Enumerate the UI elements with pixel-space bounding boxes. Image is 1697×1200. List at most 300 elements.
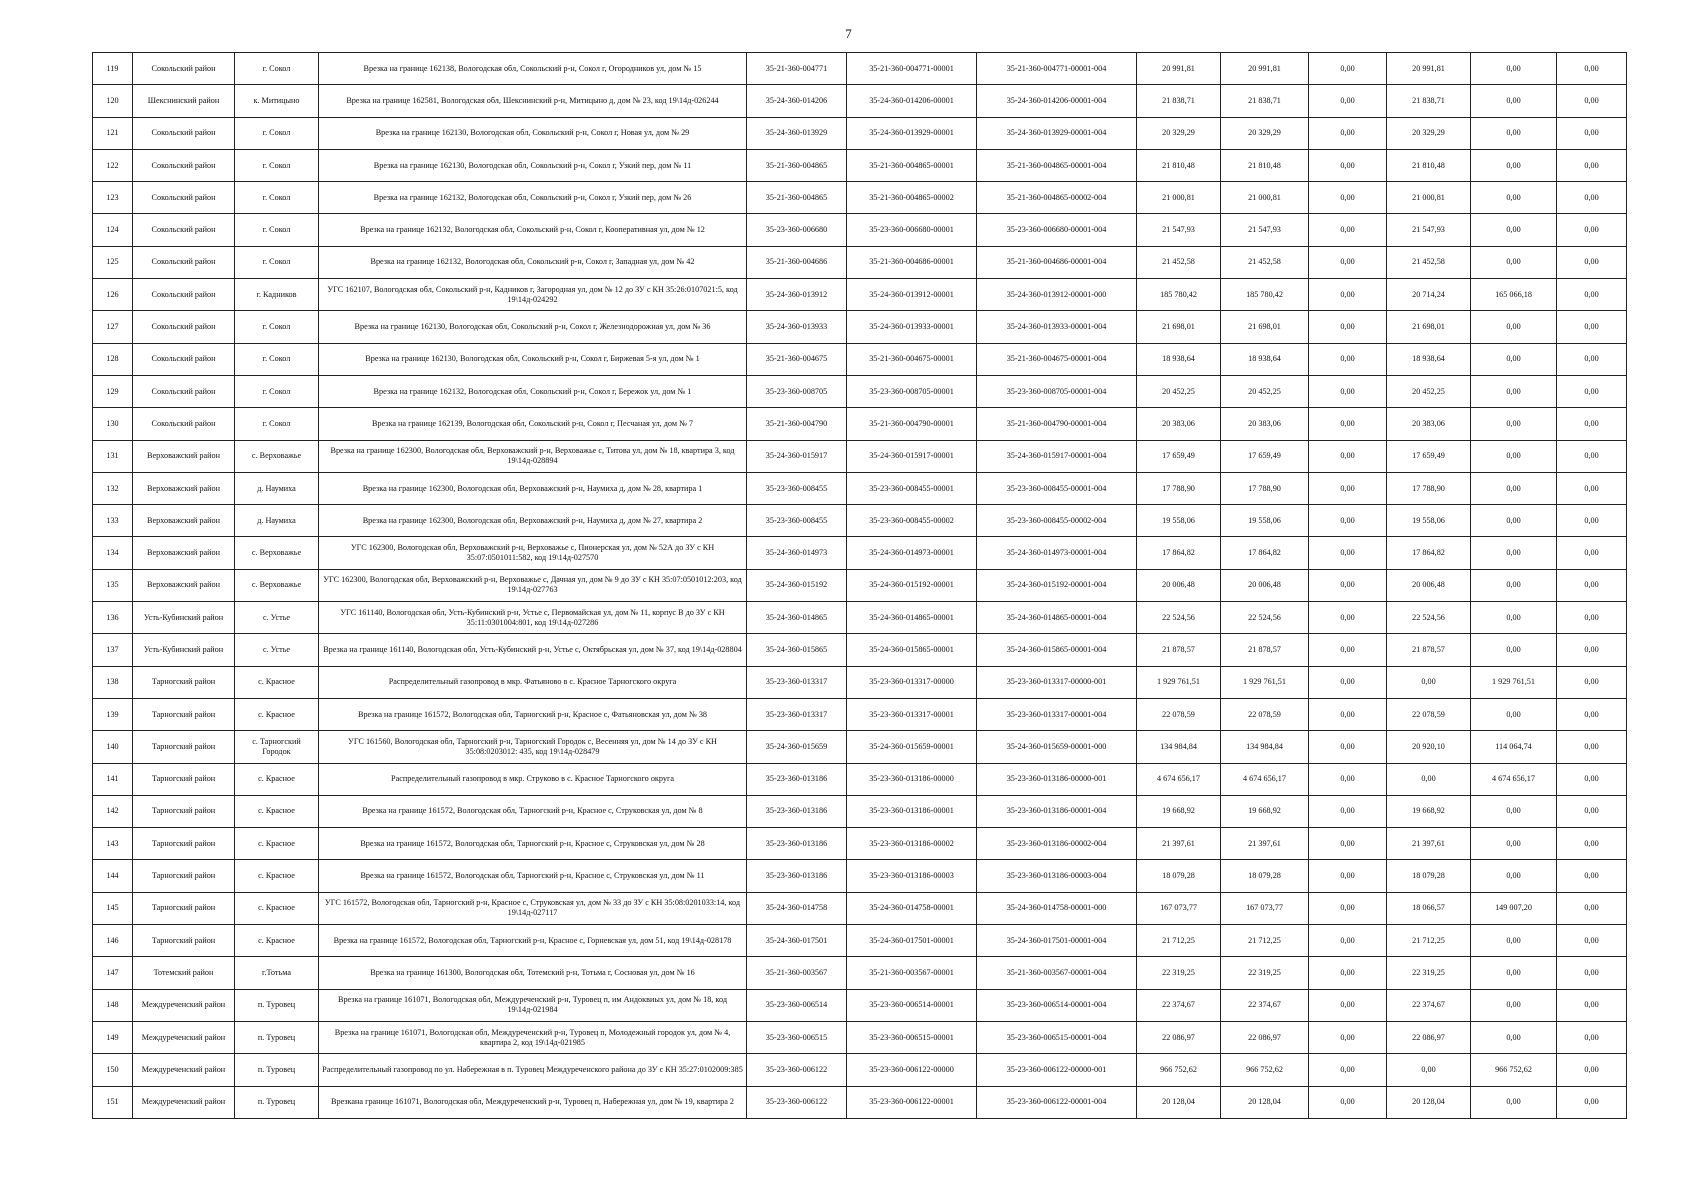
table-row xyxy=(93,182,1627,214)
sub-object-code-cell: 35-21-360-004790-00001 xyxy=(847,408,977,440)
total-cost-cell: 966 752,62 xyxy=(1137,1054,1221,1086)
other-cost-cell: 0,00 xyxy=(1557,182,1627,214)
cost-cell: 20 329,29 xyxy=(1221,117,1309,149)
connection-cost-cell: 20 329,29 xyxy=(1387,117,1471,149)
settlement-cell: п. Туровец xyxy=(235,1086,319,1118)
cost-cell: 18 938,64 xyxy=(1221,343,1309,375)
object-code-cell: 35-24-360-014206 xyxy=(747,85,847,117)
object-code-cell: 35-23-360-013186 xyxy=(747,795,847,827)
zero-cost-cell: 0,00 xyxy=(1309,375,1387,407)
table-row xyxy=(93,989,1627,1021)
network-cost-cell: 0,00 xyxy=(1471,149,1557,181)
row-number: 130 xyxy=(93,408,133,440)
object-code-cell: 35-24-360-013933 xyxy=(747,311,847,343)
table-row xyxy=(93,85,1627,117)
connection-cost-cell: 18 938,64 xyxy=(1387,343,1471,375)
other-cost-cell: 0,00 xyxy=(1557,472,1627,504)
sub-object-code-cell: 35-24-360-015192-00001 xyxy=(847,569,977,601)
table-row xyxy=(93,537,1627,569)
total-cost-cell: 19 558,06 xyxy=(1137,505,1221,537)
element-code-cell: 35-23-360-006515-00001-004 xyxy=(977,1021,1137,1053)
object-description-cell: Врезка на границе 161071, Вологодская обл, Междуреченский р-н, Туровец п, им Андоквиых ул, дом № 18, код 19\14д-021984 xyxy=(319,989,747,1021)
connection-cost-cell: 21 698,01 xyxy=(1387,311,1471,343)
zero-cost-cell: 0,00 xyxy=(1309,85,1387,117)
network-cost-cell: 0,00 xyxy=(1471,828,1557,860)
cost-cell: 22 374,67 xyxy=(1221,989,1309,1021)
cost-cell: 1 929 761,51 xyxy=(1221,666,1309,698)
object-description-cell: Распределительный газопровод по ул. Набережная в п. Туровец Междуреченского района до ЗУ с КН 35:27:0102009:385 xyxy=(319,1054,747,1086)
object-description-cell: Врезка на границе 162139, Вологодская обл, Сокольский р-н, Сокол г, Песчаная ул, дом № 7 xyxy=(319,408,747,440)
settlement-cell: с. Красное xyxy=(235,860,319,892)
district-cell: Сокольский район xyxy=(133,117,235,149)
table-row xyxy=(93,763,1627,795)
element-code-cell: 35-21-360-003567-00001-004 xyxy=(977,957,1137,989)
total-cost-cell: 167 073,77 xyxy=(1137,892,1221,924)
table-row xyxy=(93,892,1627,924)
zero-cost-cell: 0,00 xyxy=(1309,279,1387,311)
object-code-cell: 35-24-360-014758 xyxy=(747,892,847,924)
settlement-cell: д. Наумиха xyxy=(235,505,319,537)
connection-cost-cell: 22 078,59 xyxy=(1387,698,1471,730)
settlement-cell: с. Устье xyxy=(235,602,319,634)
other-cost-cell: 0,00 xyxy=(1557,408,1627,440)
district-cell: Междуреченский район xyxy=(133,1054,235,1086)
row-number: 129 xyxy=(93,375,133,407)
district-cell: Тарногский район xyxy=(133,892,235,924)
network-cost-cell: 966 752,62 xyxy=(1471,1054,1557,1086)
object-code-cell: 35-24-360-014865 xyxy=(747,602,847,634)
zero-cost-cell: 0,00 xyxy=(1309,602,1387,634)
table-row xyxy=(93,569,1627,601)
element-code-cell: 35-23-360-013186-00002-004 xyxy=(977,828,1137,860)
zero-cost-cell: 0,00 xyxy=(1309,214,1387,246)
connection-cost-cell: 21 712,25 xyxy=(1387,925,1471,957)
sub-object-code-cell: 35-23-360-006514-00001 xyxy=(847,989,977,1021)
row-number: 151 xyxy=(93,1086,133,1118)
district-cell: Тарногский район xyxy=(133,698,235,730)
table-row xyxy=(93,1086,1627,1118)
settlement-cell: г. Сокол xyxy=(235,53,319,85)
element-code-cell: 35-24-360-014865-00001-004 xyxy=(977,602,1137,634)
other-cost-cell: 0,00 xyxy=(1557,569,1627,601)
total-cost-cell: 4 674 656,17 xyxy=(1137,763,1221,795)
cost-cell: 21 712,25 xyxy=(1221,925,1309,957)
object-description-cell: УГС 161140, Вологодская обл, Усть-Кубинский р-н, Устье с, Первомайская ул, дом № 11, корпус В до ЗУ с КН 35:11:0301004:801, код 19\14д-027286 xyxy=(319,602,747,634)
row-number: 145 xyxy=(93,892,133,924)
element-code-cell: 35-23-360-013317-00001-004 xyxy=(977,698,1137,730)
network-cost-cell: 4 674 656,17 xyxy=(1471,763,1557,795)
settlement-cell: г. Сокол xyxy=(235,311,319,343)
row-number: 121 xyxy=(93,117,133,149)
zero-cost-cell: 0,00 xyxy=(1309,795,1387,827)
settlement-cell: с. Устье xyxy=(235,634,319,666)
object-description-cell: Врезка на границе 161140, Вологодская обл, Усть-Кубинский р-н, Устье с, Октябрьская ул, дом № 37, код 19\14д-028804 xyxy=(319,634,747,666)
zero-cost-cell: 0,00 xyxy=(1309,117,1387,149)
settlement-cell: с. Верховажье xyxy=(235,569,319,601)
settlement-cell: с. Красное xyxy=(235,925,319,957)
network-cost-cell: 0,00 xyxy=(1471,85,1557,117)
cost-cell: 167 073,77 xyxy=(1221,892,1309,924)
object-description-cell: Врезка на границе 161071, Вологодская обл, Междуреченский р-н, Туровец п, Молодежный городок ул, дом № 4, квартира 2, код 19\14д-021985 xyxy=(319,1021,747,1053)
connection-cost-cell: 19 558,06 xyxy=(1387,505,1471,537)
total-cost-cell: 21 810,48 xyxy=(1137,149,1221,181)
settlement-cell: п. Туровец xyxy=(235,1054,319,1086)
object-code-cell: 35-24-360-015917 xyxy=(747,440,847,472)
network-cost-cell: 0,00 xyxy=(1471,214,1557,246)
object-description-cell: Врезка на границе 162132, Вологодская обл, Сокольский р-н, Сокол г, Кооперативная ул, дом № 12 xyxy=(319,214,747,246)
zero-cost-cell: 0,00 xyxy=(1309,860,1387,892)
network-cost-cell: 1 929 761,51 xyxy=(1471,666,1557,698)
table-row xyxy=(93,149,1627,181)
element-code-cell: 35-24-360-015659-00001-000 xyxy=(977,731,1137,763)
element-code-cell: 35-23-360-013317-00000-001 xyxy=(977,666,1137,698)
network-cost-cell: 0,00 xyxy=(1471,925,1557,957)
row-number: 124 xyxy=(93,214,133,246)
district-cell: Верховажский район xyxy=(133,505,235,537)
element-code-cell: 35-24-360-014973-00001-004 xyxy=(977,537,1137,569)
cost-cell: 21 452,58 xyxy=(1221,246,1309,278)
network-cost-cell: 0,00 xyxy=(1471,698,1557,730)
other-cost-cell: 0,00 xyxy=(1557,731,1627,763)
row-number: 125 xyxy=(93,246,133,278)
network-cost-cell: 0,00 xyxy=(1471,957,1557,989)
object-description-cell: Врезка на границе 161572, Вологодская обл, Тарногский р-н, Красное с, Струковская ул, дом № 8 xyxy=(319,795,747,827)
element-code-cell: 35-24-360-015192-00001-004 xyxy=(977,569,1137,601)
settlement-cell: с. Тарногский Городок xyxy=(235,731,319,763)
other-cost-cell: 0,00 xyxy=(1557,634,1627,666)
object-description-cell: УГС 162300, Вологодская обл, Верховажский р-н, Верховажье с, Дачная ул, дом № 9 до ЗУ с КН 35:07:0501012:203, код 19\14д-027763 xyxy=(319,569,747,601)
cost-cell: 18 079,28 xyxy=(1221,860,1309,892)
zero-cost-cell: 0,00 xyxy=(1309,1054,1387,1086)
zero-cost-cell: 0,00 xyxy=(1309,1021,1387,1053)
total-cost-cell: 21 838,71 xyxy=(1137,85,1221,117)
sub-object-code-cell: 35-23-360-013317-00001 xyxy=(847,698,977,730)
network-cost-cell: 0,00 xyxy=(1471,343,1557,375)
total-cost-cell: 20 452,25 xyxy=(1137,375,1221,407)
connection-cost-cell: 20 991,81 xyxy=(1387,53,1471,85)
total-cost-cell: 18 079,28 xyxy=(1137,860,1221,892)
settlement-cell: с. Красное xyxy=(235,666,319,698)
row-number: 136 xyxy=(93,602,133,634)
table-row xyxy=(93,795,1627,827)
object-code-cell: 35-23-360-013186 xyxy=(747,828,847,860)
element-code-cell: 35-23-360-006514-00001-004 xyxy=(977,989,1137,1021)
cost-cell: 22 319,25 xyxy=(1221,957,1309,989)
total-cost-cell: 22 524,56 xyxy=(1137,602,1221,634)
district-cell: Сокольский район xyxy=(133,246,235,278)
element-code-cell: 35-21-360-004686-00001-004 xyxy=(977,246,1137,278)
network-cost-cell: 0,00 xyxy=(1471,634,1557,666)
connection-cost-cell: 17 864,82 xyxy=(1387,537,1471,569)
cost-cell: 21 000,81 xyxy=(1221,182,1309,214)
connection-cost-cell: 0,00 xyxy=(1387,1054,1471,1086)
district-cell: Тотемский район xyxy=(133,957,235,989)
table-row xyxy=(93,666,1627,698)
district-cell: Сокольский район xyxy=(133,311,235,343)
network-cost-cell: 165 066,18 xyxy=(1471,279,1557,311)
zero-cost-cell: 0,00 xyxy=(1309,246,1387,278)
object-code-cell: 35-23-360-008455 xyxy=(747,505,847,537)
element-code-cell: 35-24-360-014206-00001-004 xyxy=(977,85,1137,117)
row-number: 150 xyxy=(93,1054,133,1086)
cost-cell: 185 780,42 xyxy=(1221,279,1309,311)
other-cost-cell: 0,00 xyxy=(1557,117,1627,149)
element-code-cell: 35-23-360-006122-00000-001 xyxy=(977,1054,1137,1086)
connection-cost-cell: 20 920,10 xyxy=(1387,731,1471,763)
object-description-cell: Врезка на границе 162581, Вологодская обл, Шекснинский р-н, Митицыно д, дом № 23, код 19\14д-026244 xyxy=(319,85,747,117)
network-cost-cell: 0,00 xyxy=(1471,1086,1557,1118)
object-code-cell: 35-23-360-013186 xyxy=(747,763,847,795)
total-cost-cell: 21 712,25 xyxy=(1137,925,1221,957)
zero-cost-cell: 0,00 xyxy=(1309,53,1387,85)
table-row xyxy=(93,440,1627,472)
other-cost-cell: 0,00 xyxy=(1557,925,1627,957)
other-cost-cell: 0,00 xyxy=(1557,957,1627,989)
network-cost-cell: 0,00 xyxy=(1471,53,1557,85)
row-number: 134 xyxy=(93,537,133,569)
network-cost-cell: 0,00 xyxy=(1471,472,1557,504)
settlement-cell: д. Наумиха xyxy=(235,472,319,504)
object-code-cell: 35-23-360-013317 xyxy=(747,698,847,730)
object-register-table xyxy=(92,52,1627,1119)
other-cost-cell: 0,00 xyxy=(1557,860,1627,892)
table-row xyxy=(93,214,1627,246)
element-code-cell: 35-21-360-004675-00001-004 xyxy=(977,343,1137,375)
sub-object-code-cell: 35-23-360-008455-00002 xyxy=(847,505,977,537)
sub-object-code-cell: 35-24-360-014865-00001 xyxy=(847,602,977,634)
network-cost-cell: 0,00 xyxy=(1471,117,1557,149)
network-cost-cell: 0,00 xyxy=(1471,860,1557,892)
other-cost-cell: 0,00 xyxy=(1557,505,1627,537)
object-description-cell: Врезка на границе 161572, Вологодская обл, Тарногский р-н, Красное с, Струковская ул, дом № 28 xyxy=(319,828,747,860)
other-cost-cell: 0,00 xyxy=(1557,343,1627,375)
row-number: 143 xyxy=(93,828,133,860)
district-cell: Шекснинский район xyxy=(133,85,235,117)
object-code-cell: 35-24-360-017501 xyxy=(747,925,847,957)
zero-cost-cell: 0,00 xyxy=(1309,989,1387,1021)
zero-cost-cell: 0,00 xyxy=(1309,957,1387,989)
row-number: 131 xyxy=(93,440,133,472)
table-row xyxy=(93,860,1627,892)
row-number: 140 xyxy=(93,731,133,763)
other-cost-cell: 0,00 xyxy=(1557,85,1627,117)
table-row xyxy=(93,375,1627,407)
element-code-cell: 35-23-360-008455-00001-004 xyxy=(977,472,1137,504)
zero-cost-cell: 0,00 xyxy=(1309,537,1387,569)
object-code-cell: 35-23-360-008455 xyxy=(747,472,847,504)
total-cost-cell: 22 086,97 xyxy=(1137,1021,1221,1053)
network-cost-cell: 0,00 xyxy=(1471,375,1557,407)
table-row xyxy=(93,828,1627,860)
sub-object-code-cell: 35-23-360-013186-00000 xyxy=(847,763,977,795)
object-description-cell: Врезка на границе 162132, Вологодская обл, Сокольский р-н, Сокол г, Западная ул, дом № 42 xyxy=(319,246,747,278)
district-cell: Сокольский район xyxy=(133,408,235,440)
table-row xyxy=(93,117,1627,149)
settlement-cell: к. Митицыно xyxy=(235,85,319,117)
district-cell: Верховажский район xyxy=(133,537,235,569)
element-code-cell: 35-24-360-013912-00001-000 xyxy=(977,279,1137,311)
other-cost-cell: 0,00 xyxy=(1557,279,1627,311)
object-code-cell: 35-21-360-004865 xyxy=(747,149,847,181)
row-number: 144 xyxy=(93,860,133,892)
cost-cell: 4 674 656,17 xyxy=(1221,763,1309,795)
settlement-cell: с. Верховажье xyxy=(235,440,319,472)
row-number: 132 xyxy=(93,472,133,504)
object-description-cell: Врезка на границе 162130, Вологодская обл, Сокольский р-н, Сокол г, Узкий пер, дом № 11 xyxy=(319,149,747,181)
cost-cell: 21 698,01 xyxy=(1221,311,1309,343)
row-number: 122 xyxy=(93,149,133,181)
other-cost-cell: 0,00 xyxy=(1557,1021,1627,1053)
district-cell: Сокольский район xyxy=(133,53,235,85)
sub-object-code-cell: 35-21-360-004686-00001 xyxy=(847,246,977,278)
object-code-cell: 35-23-360-013186 xyxy=(747,860,847,892)
network-cost-cell: 0,00 xyxy=(1471,505,1557,537)
district-cell: Усть-Кубинский район xyxy=(133,602,235,634)
cost-cell: 22 524,56 xyxy=(1221,602,1309,634)
table-row xyxy=(93,698,1627,730)
object-description-cell: Врезка на границе 161572, Вологодская обл, Тарногский р-н, Красное с, Струковская ул, дом № 11 xyxy=(319,860,747,892)
zero-cost-cell: 0,00 xyxy=(1309,925,1387,957)
settlement-cell: г. Сокол xyxy=(235,343,319,375)
connection-cost-cell: 20 452,25 xyxy=(1387,375,1471,407)
district-cell: Сокольский район xyxy=(133,182,235,214)
zero-cost-cell: 0,00 xyxy=(1309,731,1387,763)
table-body xyxy=(93,53,1627,1119)
district-cell: Междуреченский район xyxy=(133,1086,235,1118)
connection-cost-cell: 21 000,81 xyxy=(1387,182,1471,214)
sub-object-code-cell: 35-23-360-013186-00002 xyxy=(847,828,977,860)
total-cost-cell: 21 698,01 xyxy=(1137,311,1221,343)
network-cost-cell: 0,00 xyxy=(1471,989,1557,1021)
zero-cost-cell: 0,00 xyxy=(1309,634,1387,666)
cost-cell: 22 078,59 xyxy=(1221,698,1309,730)
row-number: 149 xyxy=(93,1021,133,1053)
row-number: 119 xyxy=(93,53,133,85)
object-description-cell: Распределительный газопровод в мкр. Струково в с. Красное Тарногского округа xyxy=(319,763,747,795)
network-cost-cell: 0,00 xyxy=(1471,246,1557,278)
other-cost-cell: 0,00 xyxy=(1557,1086,1627,1118)
total-cost-cell: 21 547,93 xyxy=(1137,214,1221,246)
sub-object-code-cell: 35-21-360-004771-00001 xyxy=(847,53,977,85)
object-code-cell: 35-24-360-014973 xyxy=(747,537,847,569)
object-code-cell: 35-21-360-004790 xyxy=(747,408,847,440)
object-description-cell: Врезка на границе 162132, Вологодская обл, Сокольский р-н, Сокол г, Узкий пер, дом № 26 xyxy=(319,182,747,214)
district-cell: Тарногский район xyxy=(133,828,235,860)
other-cost-cell: 0,00 xyxy=(1557,666,1627,698)
other-cost-cell: 0,00 xyxy=(1557,440,1627,472)
sub-object-code-cell: 35-23-360-006680-00001 xyxy=(847,214,977,246)
element-code-cell: 35-23-360-008455-00002-004 xyxy=(977,505,1137,537)
district-cell: Тарногский район xyxy=(133,763,235,795)
connection-cost-cell: 21 810,48 xyxy=(1387,149,1471,181)
element-code-cell: 35-24-360-013933-00001-004 xyxy=(977,311,1137,343)
connection-cost-cell: 18 066,57 xyxy=(1387,892,1471,924)
network-cost-cell: 0,00 xyxy=(1471,1021,1557,1053)
total-cost-cell: 21 397,61 xyxy=(1137,828,1221,860)
other-cost-cell: 0,00 xyxy=(1557,698,1627,730)
object-description-cell: Врезка на границе 162300, Вологодская обл, Верховажский р-н, Верховажье с, Титова ул, дом № 18, квартира 3, код 19\14д-028894 xyxy=(319,440,747,472)
sub-object-code-cell: 35-24-360-014973-00001 xyxy=(847,537,977,569)
district-cell: Сокольский район xyxy=(133,343,235,375)
table-row xyxy=(93,957,1627,989)
total-cost-cell: 22 374,67 xyxy=(1137,989,1221,1021)
settlement-cell: г. Сокол xyxy=(235,214,319,246)
network-cost-cell: 0,00 xyxy=(1471,311,1557,343)
zero-cost-cell: 0,00 xyxy=(1309,698,1387,730)
district-cell: Сокольский район xyxy=(133,279,235,311)
cost-cell: 21 547,93 xyxy=(1221,214,1309,246)
object-code-cell: 35-21-360-004675 xyxy=(747,343,847,375)
table-row xyxy=(93,602,1627,634)
connection-cost-cell: 22 319,25 xyxy=(1387,957,1471,989)
settlement-cell: г. Сокол xyxy=(235,408,319,440)
settlement-cell: с. Красное xyxy=(235,828,319,860)
sub-object-code-cell: 35-24-360-015917-00001 xyxy=(847,440,977,472)
row-number: 141 xyxy=(93,763,133,795)
row-number: 127 xyxy=(93,311,133,343)
cost-cell: 20 991,81 xyxy=(1221,53,1309,85)
total-cost-cell: 20 128,04 xyxy=(1137,1086,1221,1118)
district-cell: Тарногский район xyxy=(133,860,235,892)
sub-object-code-cell: 35-23-360-013317-00000 xyxy=(847,666,977,698)
sub-object-code-cell: 35-24-360-013933-00001 xyxy=(847,311,977,343)
connection-cost-cell: 22 374,67 xyxy=(1387,989,1471,1021)
element-code-cell: 35-23-360-006680-00001-004 xyxy=(977,214,1137,246)
other-cost-cell: 0,00 xyxy=(1557,795,1627,827)
settlement-cell: г. Сокол xyxy=(235,375,319,407)
zero-cost-cell: 0,00 xyxy=(1309,828,1387,860)
zero-cost-cell: 0,00 xyxy=(1309,472,1387,504)
other-cost-cell: 0,00 xyxy=(1557,763,1627,795)
sub-object-code-cell: 35-24-360-015865-00001 xyxy=(847,634,977,666)
total-cost-cell: 17 788,90 xyxy=(1137,472,1221,504)
sub-object-code-cell: 35-23-360-006515-00001 xyxy=(847,1021,977,1053)
total-cost-cell: 22 319,25 xyxy=(1137,957,1221,989)
cost-cell: 19 558,06 xyxy=(1221,505,1309,537)
connection-cost-cell: 19 668,92 xyxy=(1387,795,1471,827)
object-description-cell: УГС 162300, Вологодская обл, Верховажский р-н, Верховажье с, Пионерская ул, дом № 52А до ЗУ с КН 35:07:0501011:582, код 19\14д-027570 xyxy=(319,537,747,569)
settlement-cell: с. Верховажье xyxy=(235,537,319,569)
district-cell: Сокольский район xyxy=(133,375,235,407)
district-cell: Верховажский район xyxy=(133,440,235,472)
connection-cost-cell: 22 086,97 xyxy=(1387,1021,1471,1053)
connection-cost-cell: 0,00 xyxy=(1387,666,1471,698)
element-code-cell: 35-23-360-013186-00001-004 xyxy=(977,795,1137,827)
zero-cost-cell: 0,00 xyxy=(1309,1086,1387,1118)
total-cost-cell: 18 938,64 xyxy=(1137,343,1221,375)
object-description-cell: Врезкана границе 161071, Вологодская обл, Междуреченский р-н, Туровец п, Набережная ул, дом № 19, квартира 2 xyxy=(319,1086,747,1118)
settlement-cell: г. Сокол xyxy=(235,246,319,278)
other-cost-cell: 0,00 xyxy=(1557,53,1627,85)
cost-cell: 134 984,84 xyxy=(1221,731,1309,763)
sub-object-code-cell: 35-23-360-008455-00001 xyxy=(847,472,977,504)
other-cost-cell: 0,00 xyxy=(1557,602,1627,634)
total-cost-cell: 17 659,49 xyxy=(1137,440,1221,472)
zero-cost-cell: 0,00 xyxy=(1309,569,1387,601)
district-cell: Междуреченский район xyxy=(133,1021,235,1053)
settlement-cell: с. Красное xyxy=(235,892,319,924)
connection-cost-cell: 22 524,56 xyxy=(1387,602,1471,634)
table-row xyxy=(93,731,1627,763)
cost-cell: 17 659,49 xyxy=(1221,440,1309,472)
connection-cost-cell: 21 397,61 xyxy=(1387,828,1471,860)
row-number: 146 xyxy=(93,925,133,957)
row-number: 147 xyxy=(93,957,133,989)
district-cell: Сокольский район xyxy=(133,149,235,181)
object-description-cell: УГС 161572, Вологодская обл, Тарногский р-н, Красное с, Струковская ул, дом № 33 до ЗУ с КН 35:08:0201033:14, код 19\14д-027117 xyxy=(319,892,747,924)
settlement-cell: г. Сокол xyxy=(235,149,319,181)
network-cost-cell: 0,00 xyxy=(1471,795,1557,827)
